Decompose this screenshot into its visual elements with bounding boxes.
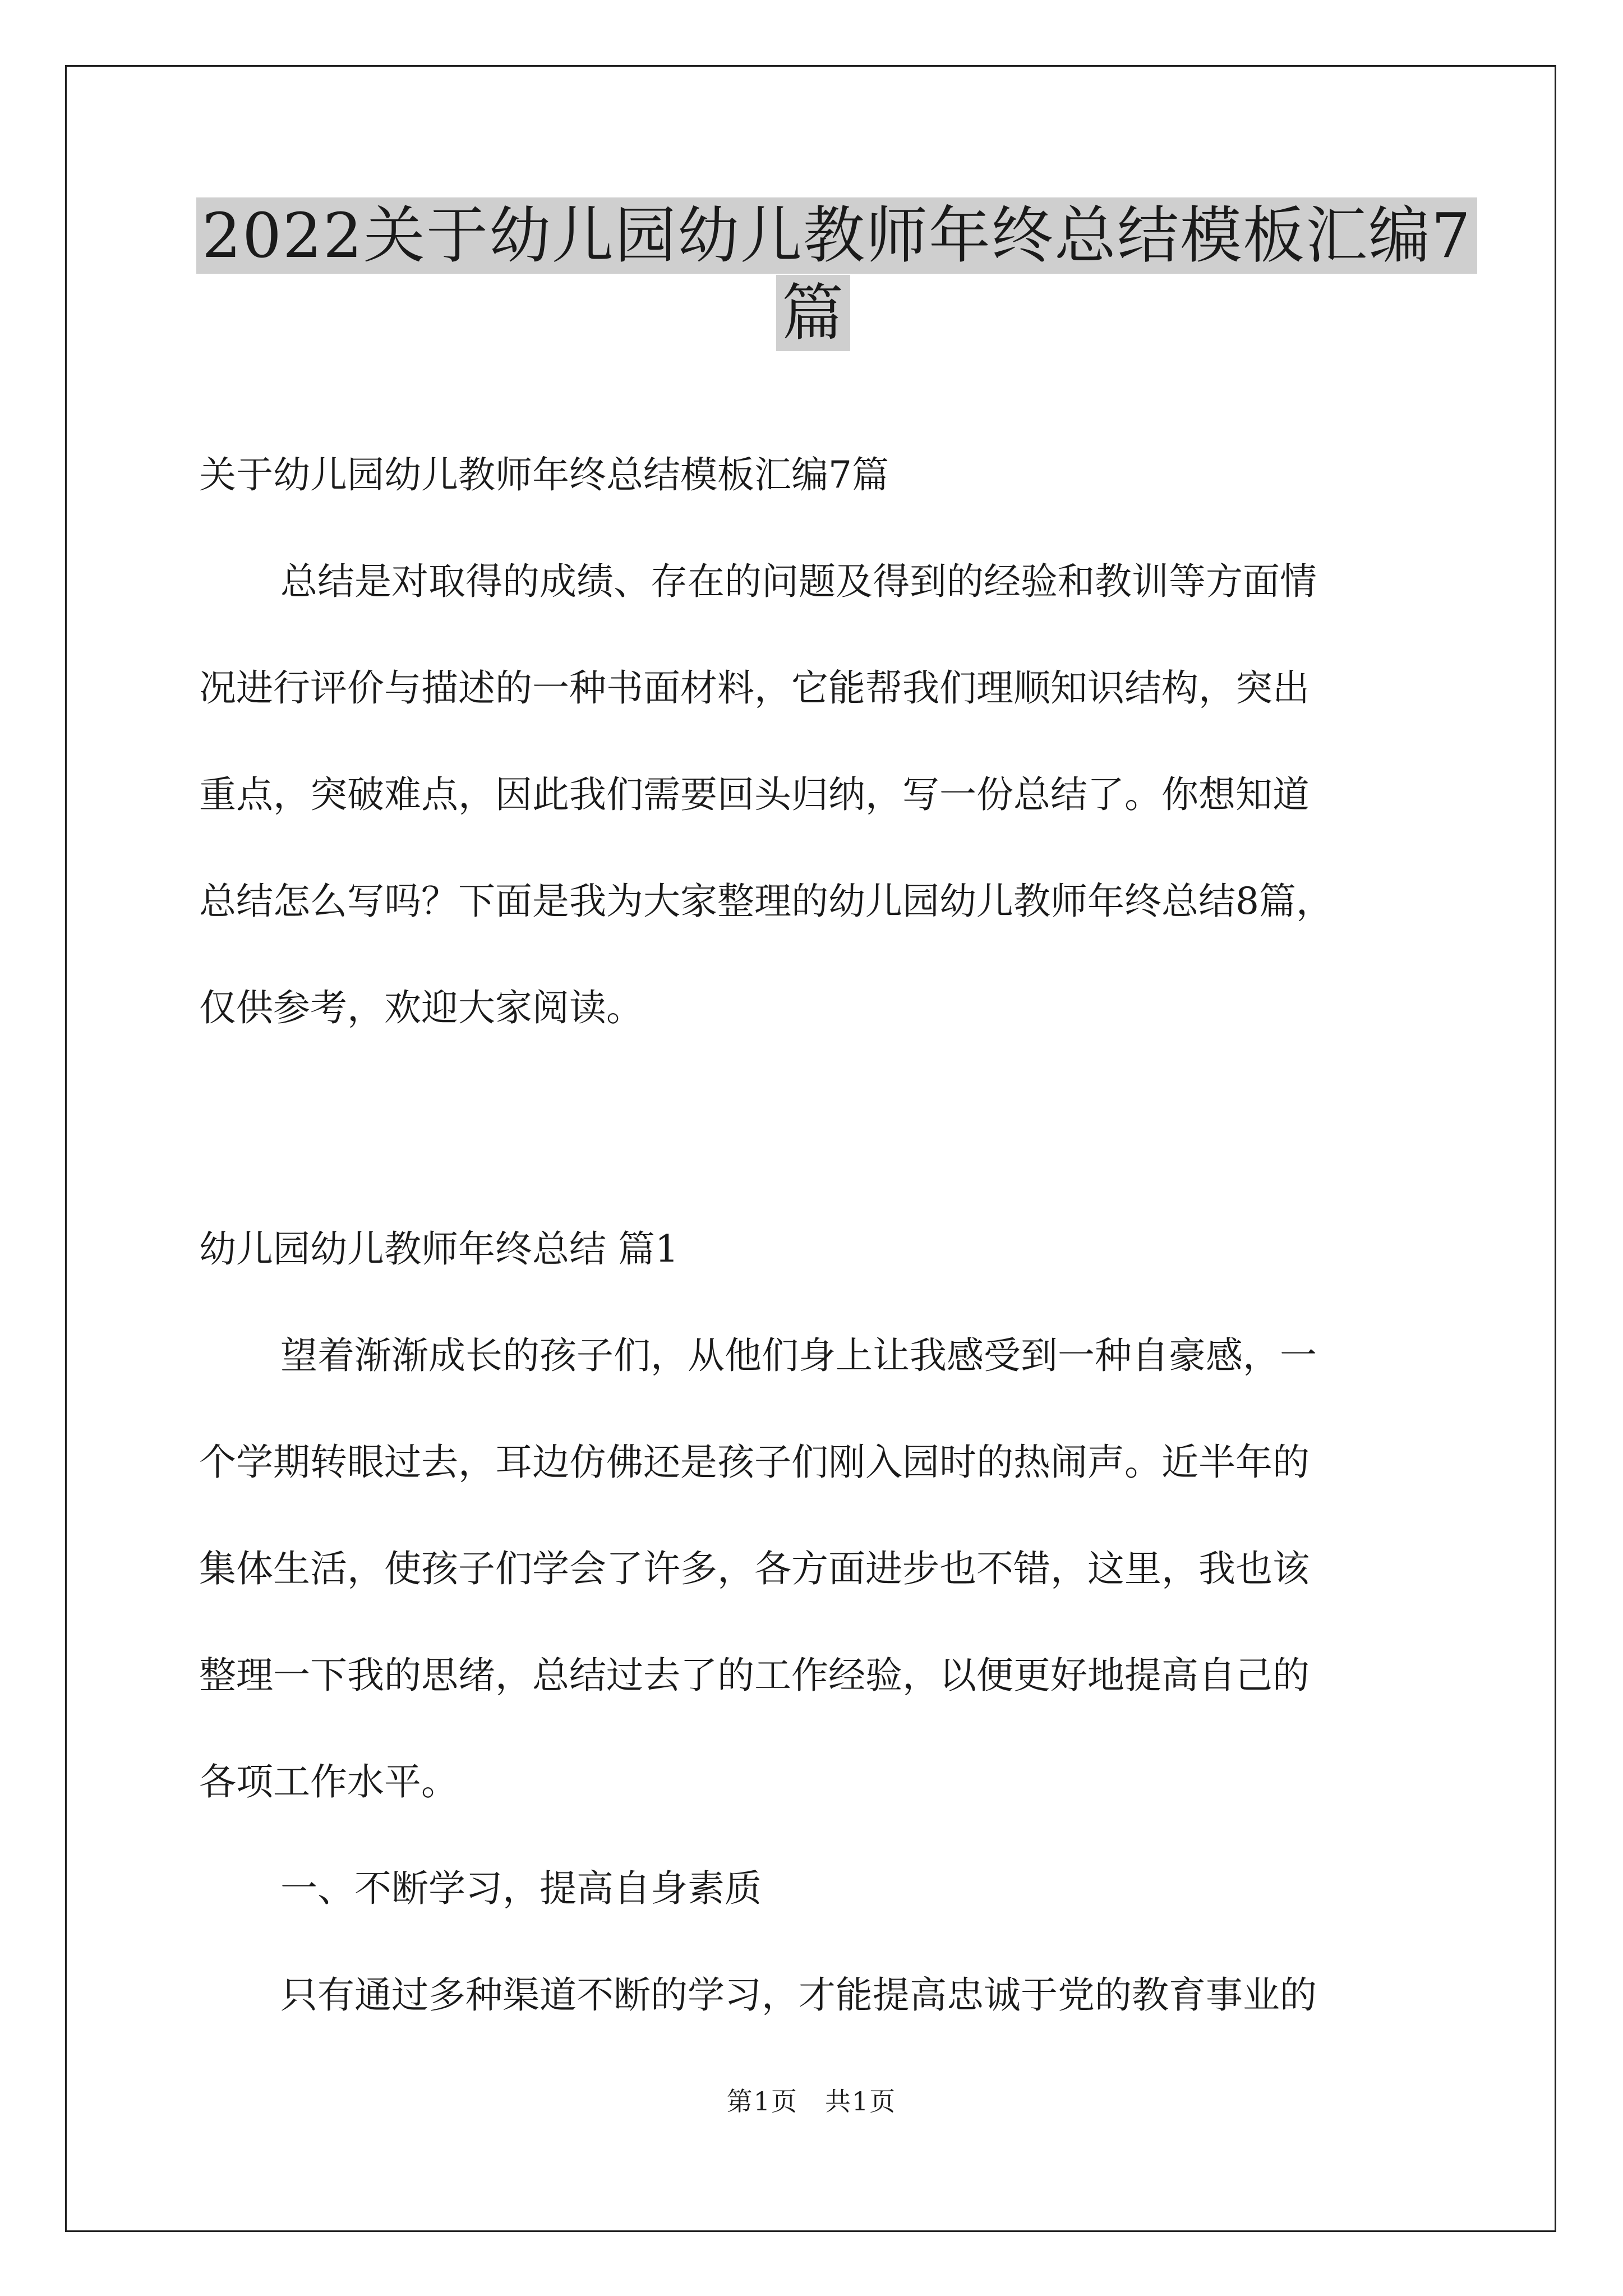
intro-line: 重点，突破难点，因此我们需要回头归纳，写一份总结了。你想知道 <box>199 773 1310 816</box>
intro-line: 总结是对取得的成绩、存在的问题及得到的经验和教训等方面情 <box>280 560 1317 603</box>
title-line-2: 篇 <box>776 275 850 351</box>
document-body <box>199 422 1433 2049</box>
section-heading: 幼儿园幼儿教师年终总结 篇1 <box>199 1227 679 1271</box>
point-heading: 一、不断学习，提高自身素质 <box>280 1867 762 1910</box>
intro-line: 仅供参考，欢迎大家阅读。 <box>199 986 643 1029</box>
paragraph-gap <box>199 1061 1433 1196</box>
document-title <box>196 197 1472 351</box>
subtitle: 关于幼儿园幼儿教师年终总结模板汇编7篇 <box>199 453 889 496</box>
intro-line: 总结怎么写吗？下面是我为大家整理的幼儿园幼儿教师年终总结8篇， <box>199 880 1333 923</box>
section-line: 集体生活，使孩子们学会了许多，各方面进步也不错，这里，我也该 <box>199 1547 1310 1590</box>
section-line: 望着渐渐成长的孩子们，从他们身上让我感受到一种自豪感，一 <box>280 1334 1317 1377</box>
section-line: 整理一下我的思绪，总结过去了的工作经验，以便更好地提高自己的 <box>199 1654 1310 1697</box>
intro-line: 况进行评价与描述的一种书面材料，它能帮我们理顺知识结构，突出 <box>199 666 1310 710</box>
section-line: 各项工作水平。 <box>199 1760 458 1803</box>
section-line: 个学期转眼过去，耳边仿佛还是孩子们刚入园时的热闹声。近半年的 <box>199 1441 1310 1484</box>
point-line: 只有通过多种渠道不断的学习，才能提高忠诚于党的教育事业的 <box>280 1973 1317 2017</box>
page-footer: 第1页 共1页 <box>726 2086 897 2116</box>
title-line-1: 2022关于幼儿园幼儿教师年终总结模板汇编7 <box>196 197 1477 274</box>
